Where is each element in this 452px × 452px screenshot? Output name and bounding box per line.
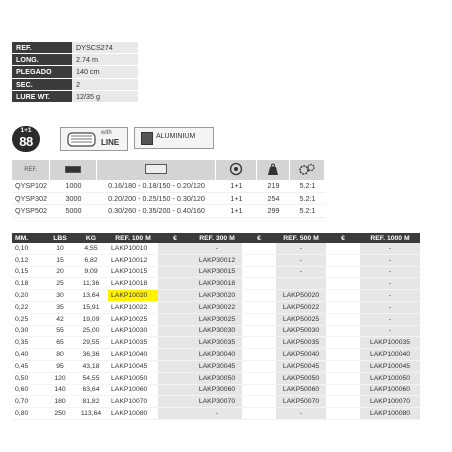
model-weight: 254 — [257, 192, 290, 205]
line-table-header-row — [12, 233, 420, 243]
cell-ref-300: LAKP30040 — [192, 349, 242, 361]
cell-ref-100: LAKP10010 — [108, 243, 158, 254]
line-table-row — [12, 266, 420, 278]
cell-price-500 — [326, 396, 360, 408]
spec-label: REF. — [12, 42, 72, 54]
spec-label: PLEGADO — [12, 66, 72, 78]
with-line-small-text: with — [101, 130, 112, 136]
cell-ref-100: LAKP10060 — [108, 384, 158, 396]
cell-ref-1000: LAKP100070 — [360, 396, 420, 408]
cell-ref-100: LAKP10040 — [108, 349, 158, 361]
cell-ref-500: LAKP50050 — [276, 372, 326, 384]
model-capacity: 0.20/200 - 0.25/150 - 0.30/120 — [97, 192, 216, 205]
header-price-500: € — [326, 233, 360, 243]
cell-ref-500: LAKP50035 — [276, 337, 326, 349]
cell-price-100 — [158, 349, 192, 361]
cell-ref-500: LAKP50030 — [276, 325, 326, 337]
cell-price-300 — [242, 243, 276, 254]
cell-kg: 19,09 — [74, 313, 108, 325]
cell-price-100 — [158, 384, 192, 396]
ratio-header — [290, 160, 325, 180]
header-ref-300: REF. 300 M — [192, 233, 242, 243]
spec-row — [12, 78, 138, 90]
cell-ref-1000: LAKP100050 — [360, 372, 420, 384]
cell-mm: 0,35 — [12, 337, 46, 349]
model-table — [12, 160, 325, 218]
cell-price-500 — [326, 243, 360, 254]
bearings-badge — [12, 126, 40, 152]
cell-price-100 — [158, 243, 192, 254]
cell-price-100 — [158, 266, 192, 278]
cell-price-100 — [158, 360, 192, 372]
model-capacity: 0.16/180 - 0.18/150 - 0.20/120 — [97, 180, 216, 192]
cell-ref-300: LAKP30025 — [192, 313, 242, 325]
spec-label: SEC. — [12, 78, 72, 90]
cell-price-500 — [326, 384, 360, 396]
line-table-row — [12, 337, 420, 349]
cell-price-100 — [158, 396, 192, 408]
model-ref-header-label: REF. — [24, 167, 38, 173]
spec-label: LURE WT. — [12, 90, 72, 102]
cell-price-300 — [242, 372, 276, 384]
cell-mm: 0,25 — [12, 313, 46, 325]
cell-kg: 15,91 — [74, 301, 108, 313]
cell-kg: 54,55 — [74, 372, 108, 384]
cell-ref-1000: LAKP100060 — [360, 384, 420, 396]
cell-ref-100: LAKP10070 — [108, 396, 158, 408]
cell-ref-300: LAKP30060 — [192, 384, 242, 396]
cell-ref-500: LAKP50025 — [276, 313, 326, 325]
model-row — [12, 180, 325, 192]
cell-price-100 — [158, 301, 192, 313]
cell-ref-1000: - — [360, 266, 420, 278]
cell-ref-300: LAKP30035 — [192, 337, 242, 349]
aluminium-spool-icon — [141, 132, 153, 145]
cell-lbs: 35 — [46, 301, 74, 313]
line-table-row — [12, 290, 420, 302]
cell-kg: 11,36 — [74, 278, 108, 290]
model-weight: 219 — [257, 180, 290, 192]
cell-mm: 0,15 — [12, 266, 46, 278]
cell-lbs: 140 — [46, 384, 74, 396]
spec-row — [12, 66, 138, 78]
cell-price-300 — [242, 384, 276, 396]
cell-lbs: 30 — [46, 290, 74, 302]
cell-ref-1000: - — [360, 301, 420, 313]
cell-ref-500: - — [276, 266, 326, 278]
cell-ref-300: - — [192, 408, 242, 420]
cell-price-300 — [242, 360, 276, 372]
model-row — [12, 205, 325, 218]
line-table-row — [12, 301, 420, 313]
cell-price-500 — [326, 408, 360, 420]
cell-price-500 — [326, 313, 360, 325]
cell-ref-500: LAKP50060 — [276, 384, 326, 396]
cell-mm: 0,40 — [12, 349, 46, 361]
cell-price-100 — [158, 278, 192, 290]
cell-price-100 — [158, 313, 192, 325]
cell-price-100 — [158, 290, 192, 302]
cell-ref-1000: - — [360, 290, 420, 302]
cell-mm: 0,50 — [12, 372, 46, 384]
bearings-badge-top: 1+1 — [20, 127, 32, 134]
cell-ref-100: LAKP10020 — [108, 290, 158, 302]
cell-price-500 — [326, 325, 360, 337]
model-ratio: 5.2:1 — [290, 180, 325, 192]
header-price-100: € — [158, 233, 192, 243]
cell-ref-500: LAKP50020 — [276, 290, 326, 302]
model-size: 5000 — [50, 205, 97, 218]
cell-mm: 0,22 — [12, 301, 46, 313]
cell-mm: 0,60 — [12, 384, 46, 396]
spec-row — [12, 90, 138, 102]
bearings-badge-number: 88 — [19, 134, 33, 149]
cell-lbs: 180 — [46, 396, 74, 408]
cell-ref-500: LAKP50022 — [276, 301, 326, 313]
cell-ref-1000: LAKP100035 — [360, 337, 420, 349]
spec-value: 2.74 m — [72, 54, 138, 66]
cell-mm: 0,30 — [12, 325, 46, 337]
line-capacity-icon — [145, 164, 167, 174]
cell-ref-100: LAKP10045 — [108, 360, 158, 372]
aluminium-badge — [134, 127, 214, 149]
model-ratio: 5.2:1 — [290, 205, 325, 218]
line-table-row — [12, 278, 420, 290]
cell-ref-300: LAKP30045 — [192, 360, 242, 372]
model-ratio: 5.2:1 — [290, 192, 325, 205]
model-ref: QYSP102 — [12, 180, 50, 192]
cell-price-300 — [242, 396, 276, 408]
cell-mm: 0,12 — [12, 254, 46, 266]
cell-ref-300: LAKP30070 — [192, 396, 242, 408]
line-table-row — [12, 254, 420, 266]
cell-ref-300: - — [192, 243, 242, 254]
spec-label: LONG. — [12, 54, 72, 66]
cell-lbs: 65 — [46, 337, 74, 349]
cell-kg: 29,55 — [74, 337, 108, 349]
line-table-row — [12, 243, 420, 254]
line-table-row — [12, 313, 420, 325]
cell-lbs: 55 — [46, 325, 74, 337]
cell-ref-300: LAKP30030 — [192, 325, 242, 337]
capacity-header — [97, 160, 216, 180]
model-bearings: 1+1 — [216, 192, 257, 205]
line-reference-table — [12, 233, 420, 420]
cell-ref-300: LAKP30018 — [192, 278, 242, 290]
line-table-row — [12, 408, 420, 420]
cell-ref-300: LAKP30015 — [192, 266, 242, 278]
cell-ref-100: LAKP10030 — [108, 325, 158, 337]
cell-ref-500: - — [276, 254, 326, 266]
model-ref: QYSP502 — [12, 205, 50, 218]
weight-header — [257, 160, 290, 180]
cell-lbs: 20 — [46, 266, 74, 278]
cell-ref-100: LAKP10035 — [108, 337, 158, 349]
cell-price-100 — [158, 254, 192, 266]
cell-ref-100: LAKP10015 — [108, 266, 158, 278]
cell-kg: 113,64 — [74, 408, 108, 420]
line-table-row — [12, 372, 420, 384]
cell-price-300 — [242, 408, 276, 420]
cell-mm: 0,45 — [12, 360, 46, 372]
spec-value: 140 cm — [72, 66, 138, 78]
header-ref-500: REF. 500 M — [276, 233, 326, 243]
cell-price-500 — [326, 337, 360, 349]
cell-kg: 25,00 — [74, 325, 108, 337]
aluminium-label: ALUMINIUM — [156, 133, 196, 140]
cell-price-300 — [242, 349, 276, 361]
cell-kg: 13,64 — [74, 290, 108, 302]
cell-ref-1000: - — [360, 313, 420, 325]
header-lbs: LBS — [46, 233, 74, 243]
header-ref-100: REF. 100 M — [108, 233, 158, 243]
model-bearings: 1+1 — [216, 180, 257, 192]
line-table-body — [12, 243, 420, 419]
spec-value: DYSCS274 — [72, 42, 138, 54]
cell-price-100 — [158, 372, 192, 384]
cell-ref-300: LAKP30020 — [192, 290, 242, 302]
cell-price-500 — [326, 372, 360, 384]
model-bearings: 1+1 — [216, 205, 257, 218]
model-size: 3000 — [50, 192, 97, 205]
model-ref: QYSP302 — [12, 192, 50, 205]
model-size: 1000 — [50, 180, 97, 192]
header-ref-1000: REF. 1000 M — [360, 233, 420, 243]
cell-mm: 0,80 — [12, 408, 46, 420]
size-header — [50, 160, 97, 180]
reel-size-icon — [65, 166, 81, 173]
cell-ref-300: LAKP30022 — [192, 301, 242, 313]
line-table-row — [12, 384, 420, 396]
cell-price-500 — [326, 301, 360, 313]
cell-ref-1000: LAKP100045 — [360, 360, 420, 372]
with-line-big-text: LINE — [101, 138, 120, 147]
cell-price-500 — [326, 349, 360, 361]
cell-price-300 — [242, 301, 276, 313]
spool-icon — [67, 131, 97, 148]
header-kg: KG — [74, 233, 108, 243]
cell-ref-100: LAKP10050 — [108, 372, 158, 384]
cell-ref-500: LAKP50070 — [276, 396, 326, 408]
cell-price-300 — [242, 290, 276, 302]
model-row — [12, 192, 325, 205]
cell-lbs: 25 — [46, 278, 74, 290]
cell-lbs: 42 — [46, 313, 74, 325]
cell-kg: 9,09 — [74, 266, 108, 278]
cell-ref-100: LAKP10012 — [108, 254, 158, 266]
cell-price-300 — [242, 266, 276, 278]
spec-value: 12/35 g — [72, 90, 138, 102]
spec-row — [12, 42, 138, 54]
cell-price-500 — [326, 360, 360, 372]
cell-price-100 — [158, 408, 192, 420]
cell-price-100 — [158, 337, 192, 349]
cell-ref-1000: LAKP100080 — [360, 408, 420, 420]
cell-ref-100: LAKP10022 — [108, 301, 158, 313]
cell-ref-1000: - — [360, 278, 420, 290]
cell-kg: 36,36 — [74, 349, 108, 361]
cell-price-300 — [242, 313, 276, 325]
model-weight: 299 — [257, 205, 290, 218]
cell-ref-300: LAKP30012 — [192, 254, 242, 266]
cell-mm: 0,10 — [12, 243, 46, 254]
cell-price-300 — [242, 325, 276, 337]
cell-price-300 — [242, 278, 276, 290]
model-capacity: 0.30/260 - 0.35/200 - 0.40/160 — [97, 205, 216, 218]
cell-lbs: 95 — [46, 360, 74, 372]
cell-lbs: 250 — [46, 408, 74, 420]
cell-ref-1000: - — [360, 325, 420, 337]
cell-mm: 0,70 — [12, 396, 46, 408]
cell-price-500 — [326, 290, 360, 302]
cell-mm: 0,18 — [12, 278, 46, 290]
cell-ref-100: LAKP10025 — [108, 313, 158, 325]
line-table-row — [12, 396, 420, 408]
weight-icon — [267, 163, 279, 176]
cell-ref-1000: - — [360, 254, 420, 266]
line-table-row — [12, 325, 420, 337]
cell-kg: 43,18 — [74, 360, 108, 372]
spec-table — [12, 42, 138, 103]
cell-price-300 — [242, 254, 276, 266]
cell-ref-1000: - — [360, 243, 420, 254]
with-line-badge — [60, 127, 128, 151]
cell-price-100 — [158, 325, 192, 337]
cell-ref-500: - — [276, 408, 326, 420]
cell-price-300 — [242, 337, 276, 349]
cell-ref-500 — [276, 278, 326, 290]
spec-value: 2 — [72, 78, 138, 90]
cell-mm: 0,20 — [12, 290, 46, 302]
cell-lbs: 80 — [46, 349, 74, 361]
cell-ref-500: - — [276, 243, 326, 254]
cell-ref-500: LAKP50040 — [276, 349, 326, 361]
header-price-300: € — [242, 233, 276, 243]
header-mm: MM. — [12, 233, 46, 243]
cell-price-500 — [326, 254, 360, 266]
cell-price-500 — [326, 278, 360, 290]
cell-kg: 6,82 — [74, 254, 108, 266]
cell-ref-500: LAKP50045 — [276, 360, 326, 372]
cell-price-500 — [326, 266, 360, 278]
gear-ratio-icon — [299, 163, 315, 176]
cell-lbs: 120 — [46, 372, 74, 384]
spec-row — [12, 54, 138, 66]
model-ref-header — [12, 160, 50, 180]
bearings-header — [216, 160, 257, 180]
bearing-icon — [228, 162, 244, 176]
cell-ref-1000: LAKP100040 — [360, 349, 420, 361]
cell-lbs: 15 — [46, 254, 74, 266]
cell-ref-300: LAKP30050 — [192, 372, 242, 384]
line-table-row — [12, 360, 420, 372]
cell-kg: 63,64 — [74, 384, 108, 396]
cell-ref-100: LAKP10080 — [108, 408, 158, 420]
cell-ref-100: LAKP10018 — [108, 278, 158, 290]
cell-kg: 4,55 — [74, 243, 108, 254]
cell-kg: 81,82 — [74, 396, 108, 408]
cell-lbs: 10 — [46, 243, 74, 254]
line-table-row — [12, 349, 420, 361]
